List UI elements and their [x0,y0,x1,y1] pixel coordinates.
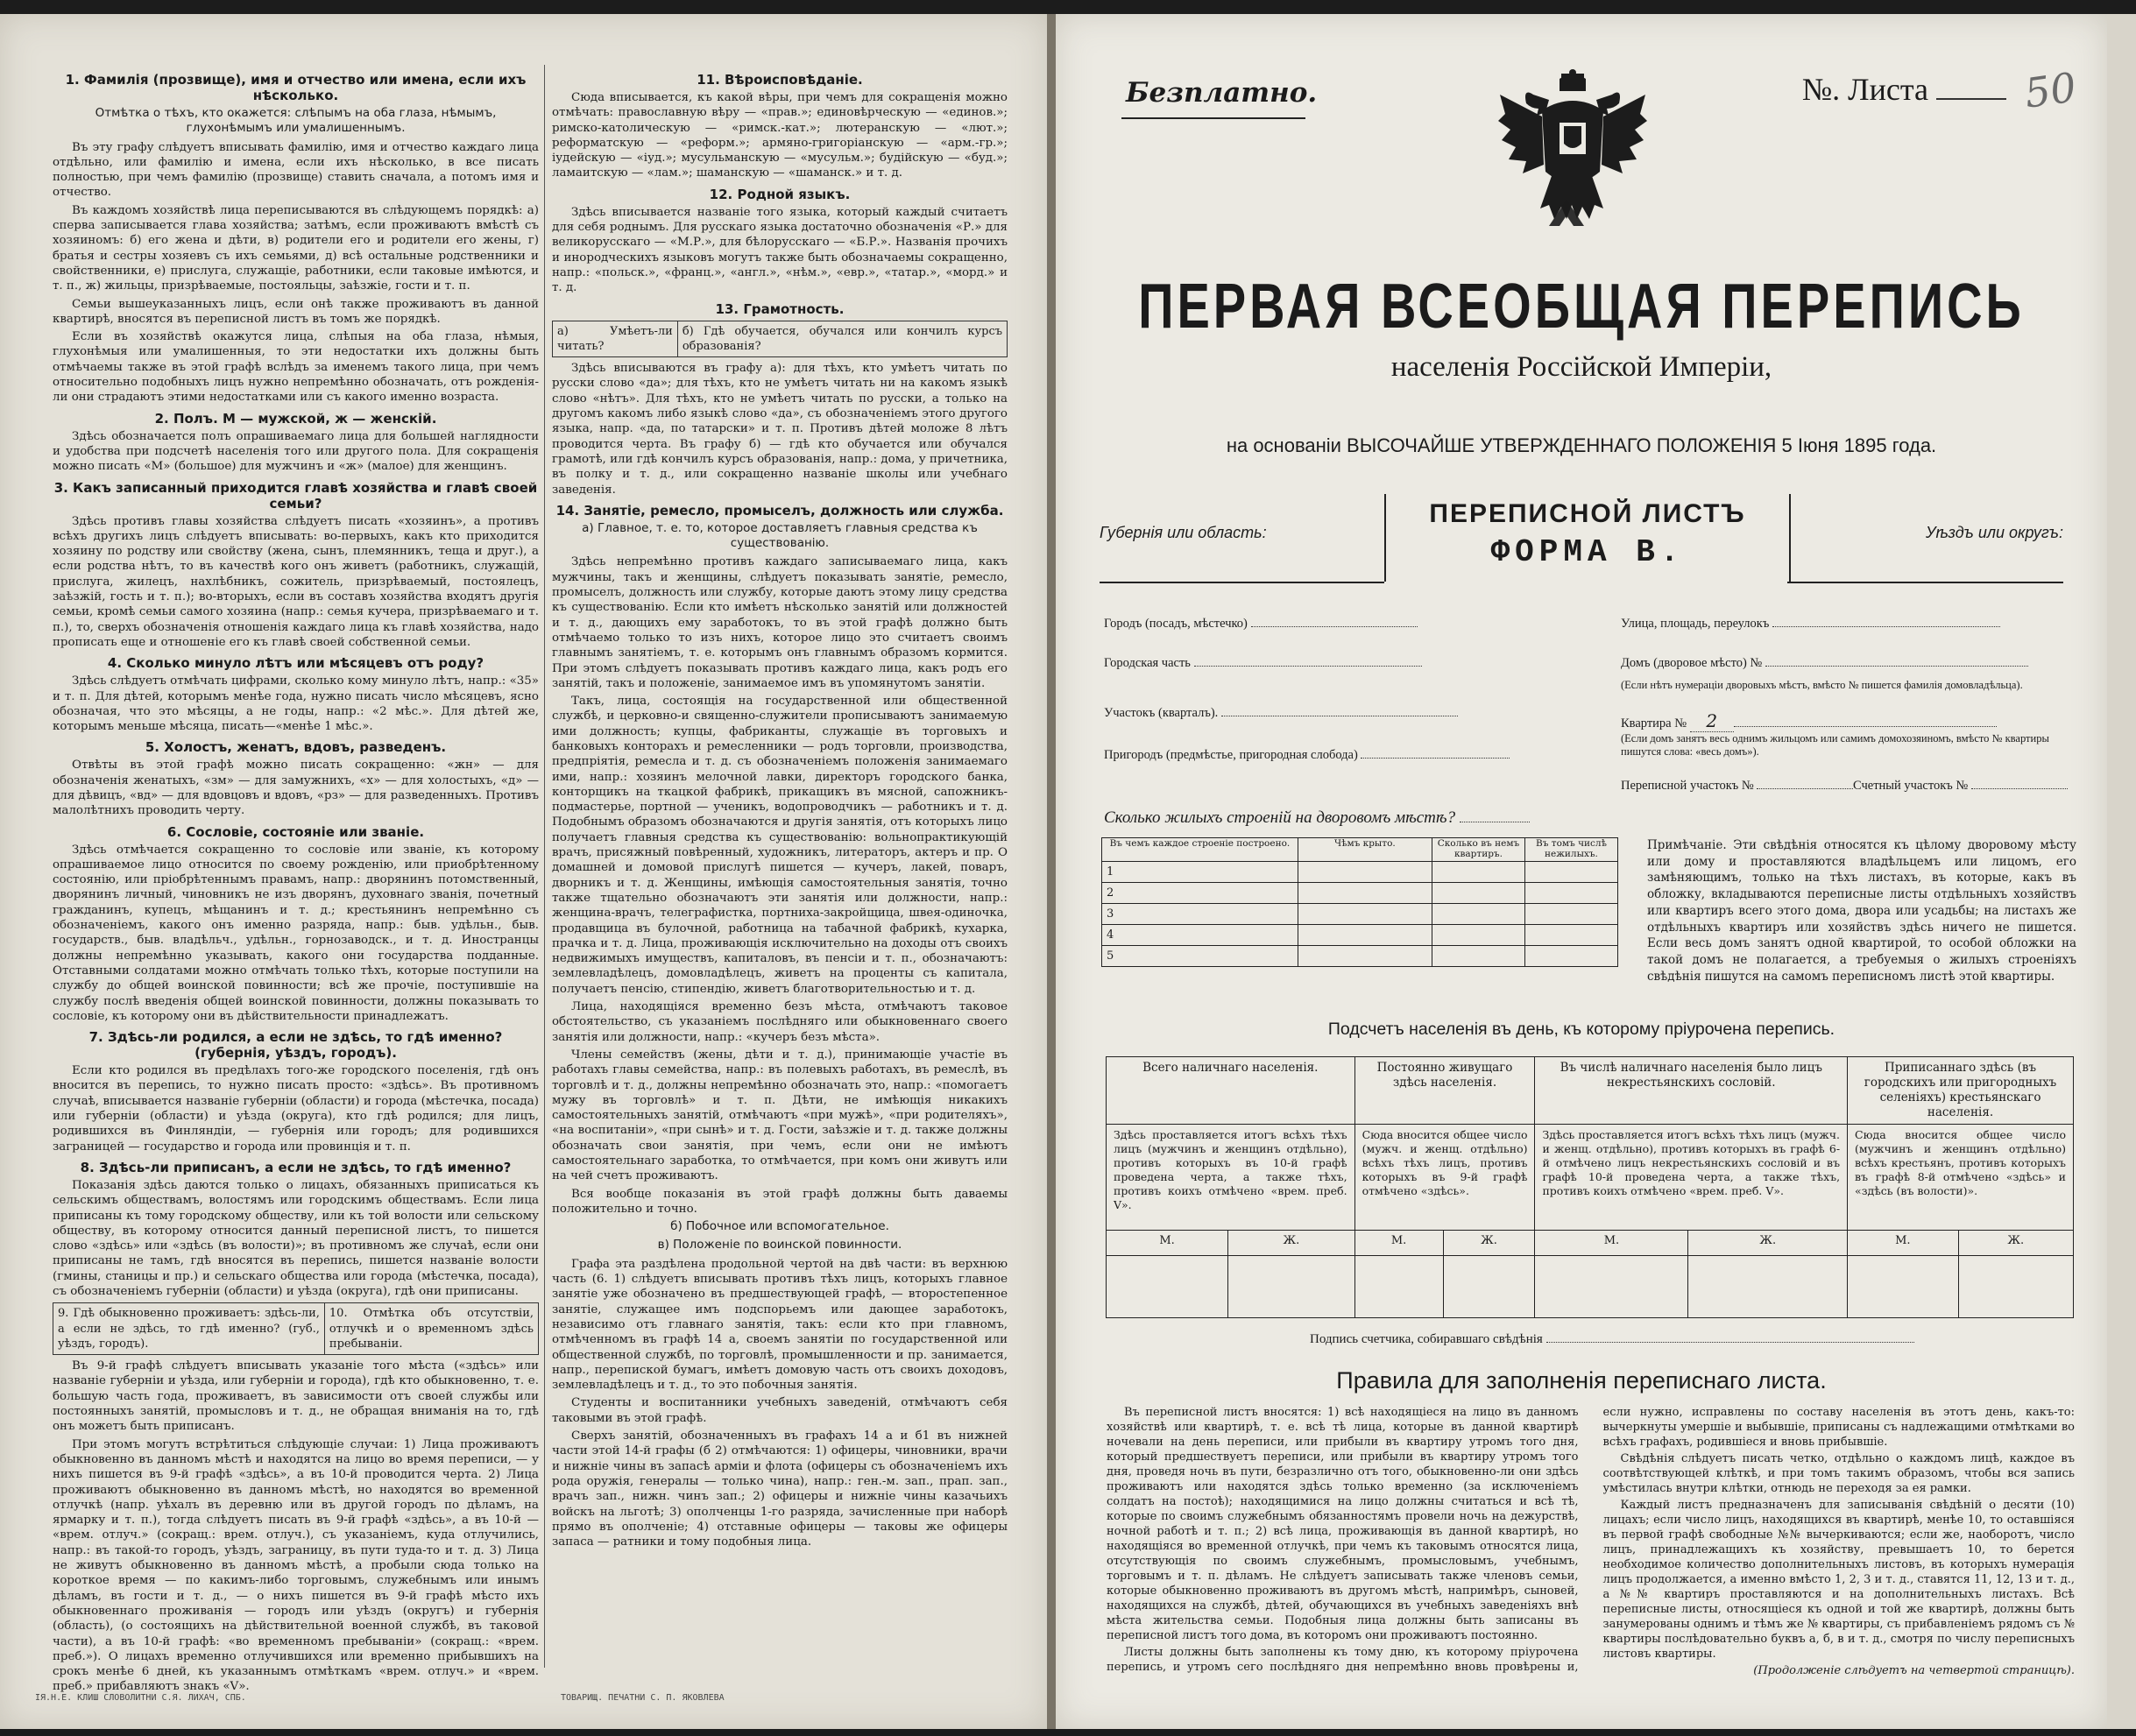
section-heading-cell: б) Гдѣ обучается, обучался или кончилъ курсъ образованія? [677,321,1007,357]
section-heading: 13. Грамотность. [715,300,845,317]
count-desc-permanent: Сюда вносится общее число (мужч. и женщ. отдѣльно) всѣхъ тѣхъ лицъ, противъ которыхъ въ 9-й графѣ отмѣчено «здѣсь». [1354,1125,1535,1231]
section-heading: 3. Какъ записанный приходится главѣ хозяйства и главѣ своей семьи? [53,479,538,512]
count-desc-present: Здѣсь проставляется итогъ всѣхъ тѣхъ лицъ (мужчинъ и женщинъ отдѣльно), противъ которыхъ въ 10-й графѣ проведена черта, а также тѣхъ, противъ коихъ отмѣчено «врем. преб. V». [1107,1125,1355,1231]
instruction-paragraph: Здѣсь слѣдуетъ отмѣчать цифрами, сколько кому минуло лѣтъ, напр.: «35» и т. п. Для дѣтей, которымъ менѣе года, нужно писать число мѣсяцевъ, ясно обозначая, что это мѣсяцы, а не годы, напр.: «2 мѣс.». Для дѣтей же, которымъ меньше мѣсяца, писать—«менѣе 1 мѣс.». [53,674,539,734]
female-label: Ж. [1958,1231,2073,1256]
district-label: Уѣздъ или округъ: [1926,524,2063,541]
table-row[interactable]: 2 [1102,883,1618,904]
instructions-column-2 [552,67,1008,1552]
instruction-paragraph: Члены семействъ (жены, дѣти и т. д.), принимающіе участіе въ работахъ главы семейства, напр.: въ полевыхъ работахъ, въ ремеслѣ, въ торговлѣ и т. д., должны непремѣнно обозначать это, напр.: «помогаетъ мужу въ торговлѣ» и т. п. Дѣти, не имѣющія никакихъ самостоятельныхъ занятій, отмѣчаютъ «при мужѣ», «при родителяхъ», «на воспитаніи», «при сынѣ» и т. д. Гости, заѣзжіе и т. д. также должны обозначать свои занятія, при чемъ, если они не имѣютъ самостоятельнаго заработка, то отмѣчается, при комъ они живутъ или на чей счетъ проживаютъ. [552,1048,1008,1183]
section-heading: 4. Сколько минуло лѣтъ или мѣсяцевъ отъ роду? [107,655,484,672]
count-head-peasant: Приписаннаго здѣсь (въ городскихъ или пригородныхъ селеніяхъ) крестьянскаго населенія. [1848,1057,2074,1125]
legal-basis-line: на основаніи ВЫСОЧАЙШЕ УТВЕРЖДЕННАГО ПОЛОЖЕНІЯ 5 Іюня 1895 года. [1226,434,1937,456]
section-heading: 5. Холостъ, женатъ, вдовъ, разведенъ. [145,739,447,756]
count-desc-nonpeasant: Здѣсь проставляется итогъ всѣхъ тѣхъ лицъ (мужч. и женщ. отдѣльно), противъ которыхъ въ графѣ 6-й отмѣчено лицъ некрестьянскихъ сословій и въ графѣ 10-й проведена черта, а также тѣхъ, противъ коихъ отмѣчено «врем. преб. V». [1535,1125,1848,1231]
section-heading: 6. Сословіе, состояніе или званіе. [166,823,425,840]
section-subheading: Отмѣтка о тѣхъ, кто окажется: слѣпымъ на оба глаза, нѣмымъ, глухонѣмымъ или умалишеннымъ. [95,106,497,136]
census-main-title: ПЕРВАЯ ВСЕОБЩАЯ ПЕРЕПИСЬ [1138,269,2025,342]
section-heading: 7. Здѣсь-ли родился, а если не здѣсь, то гдѣ именно? (губернія, уѣздъ, городъ). [88,1029,503,1062]
table-row[interactable]: 3 [1102,904,1618,925]
rules-paragraph: Въ переписной листъ вносятся: 1) всѣ находящіеся на лицо въ данномъ хозяйствѣ или квартирѣ, т. е. всѣ тѣ лица, которые въ данной квартирѣ ночевали на день переписи, или прибыли въ квартиру утромъ того дня, который предшествуетъ переписи, или прибыли въ квартиру утромъ того дня, проведя ночь въ пути, безразлично отъ того, обыкновенно-ли они здѣсь проживаютъ или находятся здѣсь только временно (за исключеніемъ солдатъ на постоѣ); находящимися на лицо должны считаться и всѣ тѣ, которые по своимъ служебнымъ обязанностямъ провели ночь на дежурствѣ, ночной работѣ и т. п.; 2) всѣ лица, проживающія въ данной квартирѣ, но находящіяся во временной отлучкѣ, при чемъ къ таковымъ относятся лица, отсутствующія по своимъ служебнымъ, промысловымъ, учебнымъ, торговымъ и т. п. дѣламъ. Не слѣдуетъ записывать также членовъ семьи, которые обыкновенно проживаютъ въ другомъ мѣстѣ, напримѣръ, сыновей, находящихся на службѣ, дѣтей, обучающихся въ учебныхъ заведеніяхъ внѣ мѣста жительства семьи. Подобныя лица должны быть записаны въ переписной листъ того дома, въ которомъ они проживаютъ постоянно. [1107,1406,1579,1642]
form-header-box [1100,494,2063,582]
binding-gutter [1047,14,1056,1729]
printer-footer-1: ІЯ.Н.Е. КЛИШ СЛОВОЛИТНИ С.Я. ЛИХАЧ, СПБ. [35,1693,246,1703]
handwritten-page-number: 50 [2021,63,2080,117]
instruction-paragraph: Если въ хозяйствѣ окажутся лица, слѣпыя на оба глаза, нѣмыя, глухонѣмыя или умалишенныя, то эти недостатки ихъ должны быть отмѣчаемы также въ этой графѣ вслѣдъ за именемъ такого лица, при чемъ относительно подобныхъ лицъ нужно непремѣнно обозначать, отъ рожденія-ли они страдаютъ этими недостатками или съ какого именно возраста. [53,330,539,405]
male-label: М. [1535,1231,1688,1256]
left-page-instructions [0,14,1047,1729]
street-field[interactable]: Улица, площадь, переулокъ [1621,617,2000,632]
female-label: Ж. [1228,1231,1354,1256]
count-head-permanent: Постоянно живущаго здѣсь населенія. [1354,1057,1535,1125]
apartment-number-field[interactable]: Квартира № 2 [1621,710,1997,732]
instruction-paragraph: Сверхъ занятій, обозначенныхъ въ графахъ 14 а и б1 въ нижней части этой 14-й графы (б 2) отмѣчаются: 1) офицеры, чиновники, врачи и нижніе чины въ запасѣ арміи и флота (офицеры съ обозначеніемъ ихъ рода оружія, генералы — только чина), напр.: ген.-м. зап., прап. зап., врачъ зап., нижн. чинъ зап.; 2) офицеры и нижніе чины казачьихъ войскъ на льготѣ; 3) ополченцы 1-го разряда, зачисленные при наборѣ прямо въ ополченіе; 4) отставные офицеры — таковы же офицеры запаса — ратники и тому подобныя лица. [552,1429,1008,1549]
instruction-paragraph: Здѣсь отмѣчается сокращенно то сословіе или званіе, къ которому опрашиваемое лицо относится по своему рожденію, или приобрѣтенному состоянію, или пріобрѣтеннымъ правамъ, напр.: дворянинъ потомственный, дворянинъ личный, чиновникъ не изъ дворянъ, духовнаго званія, почетный гражданинъ, купецъ, мѣщанинъ и т. д.; крестьянинъ непремѣнно съ обозначеніемъ, какого онъ именно разряда, напр.: быв. удѣльн., быв. государств., быв. владѣльч., удѣльн., горнозаводск., и т. д. Иностранцы должны непремѣнно указывать, какого они государства подданные. Отставными солдатами можно отмѣчать только тѣхъ, которые поступили на службу до общей воинской повинности; всѣ же прочіе, поступившіе на службу послѣ введенія общей воинской повинности, должны показывать то сословіе, къ которому они въ дѣйствительности принадлежатъ. [53,843,539,1023]
instructions-column-1 [53,67,539,1697]
instruction-paragraph: Отвѣты въ этой графѣ можно писать сокращенно: «жн» — для обозначенія женатыхъ, «зм» — для замужнихъ, «х» — для холостыхъ, «д» — для дѣвицъ, «вд» — для вдовцовъ и вдовъ, «рз» — для разведенныхъ. Противъ малолѣтнихъ проводить черту. [53,759,539,818]
sheet-number-label: №. Листа [1802,71,2006,108]
table-row[interactable]: 5 [1102,946,1618,967]
instruction-paragraph: Если кто родился въ предѣлахъ того-же городского поселенія, гдѣ онъ вносится въ перепись, то нужно писать просто: «здѣсь». Въ противномъ случаѣ, вписывается названіе губерніи (области) и города (мѣстечка, посада) или губерніи (области) и уѣзда (округа), кто гдѣ родился; для лицъ, родившихся въ Финляндіи, — губернія или городъ; для родившихся заграницей — государство и города или провинція и т. п. [53,1064,539,1154]
rules-text [1107,1405,2075,1678]
section-subheading: в) Положеніе по воинской повинности. [657,1238,902,1253]
buildings-col-material: Въ чемъ каждое строеніе построено. [1102,838,1298,862]
instruction-paragraph: Семьи вышеуказанныхъ лицъ, если онѣ также проживаютъ въ данной квартирѣ, вносятся въ переписной листъ въ томъ же порядкѣ. [53,297,539,326]
instruction-paragraph: Въ 9-й графѣ слѣдуетъ вписывать указаніе того мѣста («здѣсь» или названіе губерніи и уѣзда, или губерніи и города), гдѣ кто обыкновенно, т. е. большую часть года, проживаетъ, въ зависимости отъ своей службы или постоянныхъ занятій, промысловъ и т. д., не обращая вниманія на то, гдѣ онъ можетъ быть приписанъ. [53,1359,539,1434]
section-heading: 12. Родной языкъ. [709,186,851,202]
instruction-paragraph: Здѣсь непремѣнно противъ каждаго записываемаго лица, какъ мужчины, такъ и женщины, слѣдуетъ показывать занятіе, ремесло, промыселъ, должность или службу, которые даютъ этому лицу средства къ существованію. Если кто имѣетъ нѣсколько занятій или должностей и т. д., дающихъ ему заработокъ, то въ этой графѣ должно быть отмѣчаемо только то изъ нихъ, которое лицо это считаетъ своимъ главнымъ занятіемъ, т. е. которымъ онъ главнымъ образомъ кормится. При этомъ слѣдуетъ показывать противъ каждаго лица, какъ родъ его занятій, такъ и положеніе, занимаемое имъ въ упомянутомъ занятіи. [552,555,1008,690]
city-part-field[interactable]: Городская часть [1104,656,1422,671]
instruction-paragraph: Здѣсь противъ главы хозяйства слѣдуетъ писать «хозяинъ», а противъ всѣхъ другихъ лицъ слѣдуетъ вписывать: во-первыхъ, какъ кто приходится хозяину по родству или свойству (жена, сынъ, племянникъ, теща и друг.), а если родства нѣтъ, то въ качествѣ кого онъ живетъ (работникъ, служащій, прислуга, жилецъ, нахлѣбникъ, сожитель, призрѣваемый, постоялецъ, заѣзжій, гость и т. п.); во-вторыхъ, если въ составъ хозяйства входятъ другія семьи, кромѣ семьи самого хозяина (напр.: семья кучера, призрѣваемаго и т. п.), то, сверхъ обозначенія отношенія каждаго лица къ главѣ хозяйства, надо прописать еще и отношеніе его къ главѣ своей собственной семьи. [53,514,539,649]
count-desc-peasant: Сюда вносится общее число (мужчинъ и женщинъ отдѣльно) всѣхъ крестьянъ, противъ которыхъ въ графѣ 8-й отмѣчено «здѣсь» и «здѣсь (въ волости)». [1848,1125,2074,1231]
instruction-paragraph: Здѣсь вписывается названіе того языка, который каждый считаетъ для себя роднымъ. Для русскаго языка достаточно обозначенія «Р.» для великорусскаго — «М.Р.», для бѣлорусскаго — «Б.Р.». Названія прочихъ и инородческихъ языковъ могутъ также быть обозначаемы сокращенно, напр.: «польск.», «франц.», «англ.», «нѣм.», «евр.», «татар.», «морд.» и т. д. [552,205,1008,295]
suburb-field[interactable]: Пригородъ (предмѣстье, пригородная слобода) [1104,748,1510,763]
buildings-col-roof: Чѣмъ крыто. [1298,838,1432,862]
buildings-col-nonresidential: Въ томъ числѣ нежилыхъ. [1524,838,1617,862]
right-page-census-form [1056,14,2107,1729]
section-subheading: а) Главное, т. е. то, которое доставляетъ главныя средства къ существованію. [582,520,978,551]
instruction-paragraph: Такъ, лица, состоящія на государственной или общественной службѣ, и церковно-и священно-служители прописываютъ занимаемую ими должность; купцы, фабриканты, служащіе въ торговыхъ и банковыхъ конторахъ и ремесленники — родъ торговли, производства, предпріятія, ремесла и т. д. съ обозначеніемъ положенія занимаемаго ими, напр.: хозяинъ мелочной лавки, директоръ городского банка, конторщикъ на ткацкой фабрикѣ, прикащикъ въ мясной, сапожникъ-подмастерье, портной — ученикъ, водопроводчикъ — работникъ и т. д. Подобнымъ образомъ обозначаются и другія занятія, отъ которыхъ лицо получаетъ главныя средства къ существованію: вольнопрактикующій врачъ, присяжный повѣренный, художникъ, литераторъ, актеръ и пр. О домашней и домовой прислугѣ пишется — кучеръ, лакей, поваръ, дворникъ и т. д. Женщины, имѣющія самостоятельныя занятія, точно также тщательно обозначаютъ эти занятія или должности, напр.: женщина-врачъ, телеграфистка, портниха-закройщица, швея-одиночка, продавщица въ булочной, работница на табачной фабрикѣ, кухарка, прачка и т. д. Лица, проживающія исключительно на доходы отъ своихъ недвижимыхъ имуществъ, капиталовъ, въ пенсіи и т. п., обозначаютъ: землевладѣлецъ, домовладѣлецъ, живетъ на проценты съ капитала, получаетъ пенсію, стипендію, живетъ благотворительностью и т. д. [552,695,1008,996]
count-area-field[interactable]: Счетный участокъ № [1853,779,2068,794]
female-label: Ж. [1688,1231,1848,1256]
section-heading-cell: 9. Гдѣ обыкновенно проживаетъ: здѣсь-ли, а если не здѣсь, то гдѣ именно? (губ., уѣздъ, городъ). [53,1303,325,1355]
province-label: Губернія или область: [1100,524,1267,541]
rules-paragraph: Каждый листъ предназначенъ для записыванія свѣдѣній о десяти (10) лицахъ; если число лицъ, находящихся въ квартирѣ, менѣе 10, то оставшіяся въ первой графѣ свободные №№ вычеркиваются; если же, наоборотъ, число лицъ, принадлежащихъ къ хозяйству, превышаетъ 10, то берется необходимое количество дополнительныхъ листовъ, въ которыхъ нумерація лицъ продолжается, а именно вмѣсто 1, 2, 3 и т. д., ставятся 11, 12, 13 и т. д., а №№ квартиръ проставляются и на дополнительныхъ листахъ. Всѣ переписные листы, относящіеся къ одной и той же квартирѣ, должны быть занумерованы однимъ и тѣмъ же № квартиры, съ прибавленіемъ рядомъ съ № квартиры послѣдовательно буквъ а, б, в и т. д., смотря по числу переписныхъ листовъ квартиры. [1602,1499,2075,1661]
free-label: Безплатно. [1126,77,1318,109]
count-head-nonpeasant: Въ числѣ наличнаго населенія было лицъ некрестьянскихъ сословій. [1535,1057,1848,1125]
section-heading: 2. Полъ. М — мужской, ж — женскій. [154,410,437,427]
instruction-paragraph: Графа эта раздѣлена продольной чертой на двѣ части: въ верхнюю часть (6. 1) слѣдуетъ вписывать противъ тѣхъ лицъ, которыхъ главное занятіе уже обозначено въ предшествующей графѣ, — второстепенное занятіе, служащее имъ подспорьемъ или дающее заработокъ, независимо отъ главнаго занятія, такъ: если кто при главномъ, отмѣченномъ въ графѣ 14 а, своемъ занятіи по государственной или общественной службѣ, по торговлѣ, промышленности и пр. занимается, напр., перепиской бумагъ, имѣетъ домовую часть отъ своихъ доходовъ, землевладѣлецъ и т. д., то это побочныя занятія. [552,1257,1008,1393]
section-subheading: б) Побочное или вспомогательное. [670,1219,889,1234]
female-label: Ж. [1443,1231,1535,1256]
enumerator-signature-field[interactable]: Подпись счетчика, собиравшаго свѣдѣнія [1310,1332,1914,1347]
instruction-paragraph: Здѣсь вписываются въ графу а): для тѣхъ, кто умѣетъ читать по русски слово «да»; для тѣхъ, кто не умѣетъ читать ни на какомъ языкѣ слово «нѣтъ». Для тѣхъ, кто не умѣетъ читать по русски, а только на другомъ какомъ либо языкѣ слово «да», съ обозначеніемъ этого другого языка, напр. «да, по татарски» и т. п. Противъ дѣтей моложе 8 лѣтъ проводится черта. Въ графу б) — гдѣ кто обучается или обучался грамотѣ, или гдѣ кончилъ курсъ образованія, напр.: дома, у причетника, въ полку и т. д., или сокращенно названіе школы или учебнаго заведенія. [552,362,1008,497]
instruction-paragraph: Вся вообще показанія въ этой графѣ должны быть даваемы положительно и точно. [552,1187,1008,1216]
section-heading-cell: 10. Отмѣтка объ отсутствіи, отлучкѣ и о временномъ здѣсь пребываніи. [324,1303,538,1355]
census-area-field[interactable]: Переписной участокъ № [1621,779,1853,794]
population-count-title: Подсчетъ населенія въ день, къ которому пріурочена перепись. [1327,1020,1835,1039]
rules-paragraph: Свѣдѣнія слѣдуетъ писать четко, отдѣльно о каждомъ лицѣ, каждое въ соотвѣтствующей клѣткѣ, и при томъ такимъ образомъ, чтобы вся запись умѣстилась внутри клѣтки, отнюдь не переходя за ея рамки. [1602,1452,2075,1495]
free-underline [1121,117,1305,119]
count-head-present: Всего наличнаго населенія. [1107,1057,1355,1125]
male-label: М. [1848,1231,1959,1256]
printer-footer-2: ТОВАРИЩ. ПЕЧАТНИ С. П. ЯКОВЛЕВА [561,1693,725,1703]
imperial-eagle-emblem [1498,68,1647,230]
instruction-paragraph: При этомъ могутъ встрѣтиться слѣдующіе случаи: 1) Лица проживаютъ обыкновенно въ данномъ мѣстѣ и находятся на лицо во время переписи, — у нихъ пишется въ 9-й графѣ «здѣсь», а въ 10-й проводится черта. 2) Лица проживаютъ обыкновенно въ данномъ мѣстѣ, но находятся во временной отлучкѣ (напр. уѣхалъ въ деревню или въ другой городъ по дѣламъ, на ярмарку и т. п.), тогда слѣдуетъ писать въ 9-й графѣ «здѣсь», а въ 10-й — «врем. отлуч.» (сокращ.: врем. отлуч.), съ указаніемъ, куда отлучились, напр.: въ такой-то городъ, уѣздъ, заграницу, въ пути туда-то и т. д. 3) Лица не живутъ обыкновенно въ данномъ мѣстѣ, а пробыли сюда только на короткое время — по какимъ-либо торговымъ, служебнымъ или инымъ дѣламъ, въ гости и т. д., — о нихъ пишется въ 9-й графѣ мѣсто ихъ обыкновеннаго проживанія — городъ или уѣздъ (округъ) и губернія (область), (о состоящихъ на дѣйствительной военной службѣ, въ таковой части), а въ 10-й графѣ: «во временномъ пребываніи» (сокращ.: «врем. преб.»). О лицахъ временно отлучившихся или временно прибывшихъ на срокъ менѣе 6 дней, къ указаннымъ отмѣткамъ «врем. отлуч.» и «врем. преб.» прибавляютъ знакъ «V». [53,1437,539,1694]
instruction-paragraph: Лица, находящіяся временно безъ мѣста, отмѣчаютъ таковое обстоятельство, съ указаніемъ послѣдняго или обыкновеннаго своего занятія или должности, напр.: «кучеръ безъ мѣста». [552,1000,1008,1044]
section-heading-table [53,1302,539,1355]
section-heading: 8. Здѣсь-ли приписанъ, а если не здѣсь, то гдѣ именно? [80,1159,512,1175]
population-count-table [1106,1056,2074,1318]
count-entry-row[interactable] [1107,1256,2074,1318]
instruction-paragraph: Въ эту графу слѣдуетъ вписывать фамилію, имя и отчество каждаго лица отдѣльно, или фамилію и имена, если ихъ нѣсколько, в все писать полностью, при чемъ фамилію (прозвище) ставить сначала, а потомъ имя и отчество. [53,140,539,200]
city-field[interactable]: Городъ (посадъ, мѣстечко) [1104,617,1418,632]
house-note: (Если нѣтъ нумераціи дворовыхъ мѣстъ, вмѣсто № пишется фамилія домовладѣльца). [1621,679,2023,691]
census-sheet-title: ПЕРЕПИСНОЙ ЛИСТЪ [1429,499,1746,528]
header-rule-left [1100,582,1384,583]
form-title-box [1384,494,1791,582]
census-subtitle: населенія Россійской Имперіи, [1390,351,1772,383]
section-heading: 1. Фамилія (прозвище), имя и отчество или имена, если ихъ нѣсколько. [65,72,527,103]
instruction-paragraph: Въ каждомъ хозяйствѣ лица переписываются въ слѣдующемъ порядкѣ: а) сперва записывается глава хозяйства; затѣмъ, если проживаютъ вмѣстѣ съ хозяиномъ: б) его жена и дѣти, в) родители его и родители его жены, г) братья и сестры хозяевъ съ ихъ семьями, д) всѣ остальные родственники и свойственники, е) прислуга, служащіе, работники, если таковые имѣются, и т. п., ж) жильцы, призрѣваемые, постояльцы, заѣзжіе, гости и т. п. [53,203,539,293]
header-rule-right [1787,582,2063,583]
apartment-note: (Если домъ занятъ весь однимъ жильцомъ или самимъ домохозяиномъ, вмѣсто № квартиры пишутся слова: «весь домъ»). [1621,732,2049,758]
rules-paragraph: Листы должны быть заполнены къ тому дню, къ которому пріурочена перепись, и утромъ сего послѣдняго дня непремѣнно вновь провѣрены и, если нужно, исправлены по составу населенія въ этотъ день, какъ-то: вычеркнуты умершіе и выбывшіе, приписаны съ надлежащими отмѣтками во всѣхъ графахъ, родившіеся и вновь прибывшіе. [1107,1406,2075,1674]
underlying-page-edge [2107,14,2136,1729]
house-number-field[interactable]: Домъ (дворовое мѣсто) № [1621,656,2028,671]
male-label: М. [1354,1231,1443,1256]
section-heading: 14. Занятіе, ремесло, промыселъ, должность или служба. [555,502,1004,519]
buildings-table [1101,837,1618,967]
rules-continuation: (Продолженіе слѣдуетъ на четвертой страницѣ). [1753,1664,2075,1677]
column-divider [544,65,545,1668]
instruction-paragraph: Студенты и воспитанники учебныхъ заведеній, отмѣчаютъ себя таковыми въ этой графѣ. [552,1396,1008,1425]
rules-title: Правила для заполненія переписнаго листа. [1336,1367,1827,1394]
form-type-label: ФОРМА В. [1490,534,1685,570]
buildings-question: Сколько жилыхъ строеній на дворовомъ мѣстѣ? [1104,808,1530,828]
table-row[interactable]: 4 [1102,925,1618,946]
table-row[interactable]: 1 [1102,862,1618,883]
instruction-paragraph: Показанія здѣсь даются только о лицахъ, обязанныхъ приписаться къ сельскимъ обществамъ, волостямъ или городскимъ обществамъ. Если лица приписаны къ тому городскому обществу, или къ той волости или сельскому обществу, въ которому относится данный переписной листъ, то пишется слово «здѣсь» или «здѣсь (въ волости)»; въ противномъ же случаѣ, если они приписаны не тамъ, гдѣ вносятся въ перепись, пишется названіе волости (гмины, станицы и пр.) и сельскаго общества или города (мѣстечка, посада), съ обозначеніемъ губерніи (области) и уѣзда (округа), гдѣ они приписаны. [53,1178,539,1298]
section-heading-cell: а) Умѣетъ-ли читать? [553,321,678,357]
section-heading: 11. Вѣроисповѣданіе. [697,72,863,88]
buildings-col-apartments: Сколько въ немъ квартиръ. [1432,838,1524,862]
instruction-paragraph: Сюда вписывается, къ какой вѣры, при чемъ для сокращенія можно отмѣчать: православную вѣру — «прав.»; единовѣрческую — «единов.»; римско-католическую — «римск.-кат.»; лютеранскую — «лют.»; реформатскую — «реформ.»; армяно-григоріанскую — «арм.-гр.»; іудейскую — «іуд.»; мусульманскую — «мусульм.»; будійскую — «буд.»; ламаитскую — «лам.»; шаманскую — «шаманск.» и т. д. [552,91,1008,180]
section-heading-table [552,321,1008,358]
instruction-paragraph: Здѣсь обозначается полъ опрашиваемаго лица для большей наглядности и удобства при подсчетѣ населенія того или другого пола. Для сокращенія можно писать «М» (большое) для мужчинъ и «ж» (малое) для женщинъ. [53,429,539,474]
section-field[interactable]: Участокъ (кварталъ). [1104,706,1458,721]
male-label: М. [1107,1231,1228,1256]
buildings-note: Примѣчаніе. Эти свѣдѣнія относятся къ цѣлому дворовому мѣсту или дому и проставляются владѣльцемъ или лицомъ, его замѣняющимъ, только на тѣхъ листахъ, въ которые, какъ въ обложку, вкладываются переписные листы отдѣльныхъ хозяйствъ или квартиръ всего этого дома, двора или усадьбы; на листахъ же отдѣльныхъ квартиръ или хозяйствъ здѣсь ничего не пишется. Если весь домъ занятъ одной квартирой, то особой обложки на такой домъ не полагается, а требуемыя о жилыхъ строеніяхъ свѣдѣнія пишутся на самомъ переписномъ листѣ этой квартиры. [1647,838,2076,984]
